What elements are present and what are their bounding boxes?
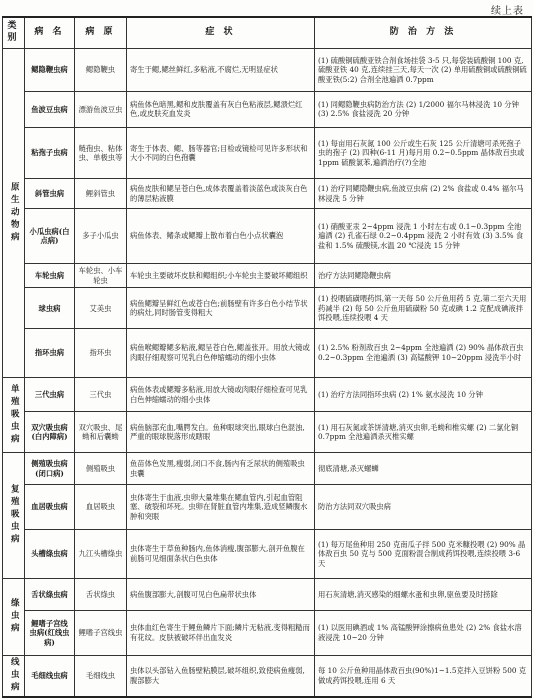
cause-cell: 双穴吸虫、尾蚴和后囊蚴 bbox=[75, 412, 127, 453]
table-row bbox=[3, 578, 532, 610]
control-cell: (1) 以医用碘酒或 1% 高锰酸钾涂擦病鱼患处 (2) 2% 食盐水溶液浸洗 10~20 分钟 bbox=[315, 611, 532, 656]
table-body bbox=[3, 49, 532, 698]
cause-cell: 车轮虫、小车轮虫 bbox=[75, 264, 127, 288]
symptom-cell: 病鱼体色暗黑,鳃和皮肤覆盖有灰白色粘液层,鳃溃烂红色,或皮肤充血发炎 bbox=[127, 91, 315, 128]
cause-cell: 鲢孢虫、粘体虫、单极虫等 bbox=[75, 128, 127, 179]
cause-cell: 九江头槽绦虫 bbox=[75, 529, 127, 578]
header-cause: 病 原 bbox=[75, 17, 127, 49]
table-row bbox=[3, 128, 532, 179]
category-cell: 原生动物病 bbox=[3, 49, 25, 378]
table-row bbox=[3, 91, 532, 128]
control-cell: 彻底清塘,杀灭螺蛳 bbox=[315, 452, 532, 484]
table-row bbox=[3, 655, 532, 697]
table-row bbox=[3, 288, 532, 329]
symptom-cell: 病鱼喉鳃瓣鳃多粘液,鳃呈苍白色,鳃盖张开。用放大镜或肉眼仔细观察可见乳白色伸缩蠕动的细小虫体 bbox=[127, 329, 315, 378]
name-cell: 三代虫病 bbox=[25, 377, 75, 412]
table-row bbox=[3, 329, 532, 378]
control-cell: (1) 每亩用石灰氮 100 公斤或生石灰 125 公斤清塘可杀死孢子虫的孢子 (2) 四种(6-11 月)每月用 0.2~0.5ppm 晶体敌百虫或 1ppm 硫酸氯苯,遍洒治疗(?)全池 bbox=[315, 128, 532, 179]
cause-cell: 舌状绦虫 bbox=[75, 578, 127, 610]
symptom-cell: 虫体寄生于血液,虫卵大量堆集在鳃血管内,引起血管阻塞、破裂和坏死。虫卵在肾脏血管内堆集,造成竖鳞腹水肿和突眼 bbox=[127, 485, 315, 530]
control-cell: (1) 投喂硫磺喂药饵,第一天每 50 公斤鱼用药 5 克,第二至六天用药减半 (2) 每 50 公斤鱼用硫磺粉 50 克或碘 1.2 克配成碘液拌饵投喂,连续投喂 4 天 bbox=[315, 288, 532, 329]
symptom-cell: 虫体血红色寄生于鲤鱼鳞片下面;鳞片无粘液,变得粗糙而有花纹。皮肤被破坏伴出血发炎 bbox=[127, 611, 315, 656]
cause-cell: 鲤斜管虫 bbox=[75, 178, 127, 208]
table-row bbox=[3, 178, 532, 208]
header-symptom: 症 状 bbox=[127, 17, 315, 49]
symptom-cell: 虫体以头部钻入鱼肠壁粘膜层,破坏组织,致使病鱼瘦弱,腹部膨大 bbox=[127, 655, 315, 697]
name-cell: 鱼波豆虫病 bbox=[25, 91, 75, 128]
header-control: 防 治 方 法 bbox=[315, 17, 532, 49]
control-cell: (1) 治疗方法同指环虫病 (2) 1% 氨水浸洗 10 分钟 bbox=[315, 377, 532, 412]
cause-cell: 血居吸虫 bbox=[75, 485, 127, 530]
name-cell: 侧殖吸虫病(闭口病) bbox=[25, 452, 75, 484]
control-cell: 每 10 公斤鱼种用晶体敌百虫(90%)1~1.5克拌入豆饼粉 500 克做成药饵投喂,连用 6 天 bbox=[315, 655, 532, 697]
symptom-cell: 病鱼鳃瓣呈鲜红色或苍白色;前肠壁有许多白色小结节状的病灶,同时肠管变得粗大 bbox=[127, 288, 315, 329]
disease-table bbox=[2, 16, 532, 698]
category-cell: 绦虫病 bbox=[3, 578, 25, 655]
table-row bbox=[3, 611, 532, 656]
table-row bbox=[3, 452, 532, 484]
symptom-cell: 病鱼腹部膨大,剖腹可见白色扁带状虫体 bbox=[127, 578, 315, 610]
continued-label: 续上表 bbox=[491, 6, 524, 17]
symptom-cell: 病鱼脑部充血,嘴腭发白。鱼种眼球突出,眼球白色混浊,严重的眼球脱落形成瞎眼 bbox=[127, 412, 315, 453]
name-cell: 舌状绦虫病 bbox=[25, 578, 75, 610]
name-cell: 鲤嗜子宫线虫病(红线虫病) bbox=[25, 611, 75, 656]
cause-cell: 指环虫 bbox=[75, 329, 127, 378]
table-row bbox=[3, 377, 532, 412]
header-name: 病 名 bbox=[25, 17, 75, 49]
name-cell: 毛细线虫病 bbox=[25, 655, 75, 697]
symptom-cell: 寄生于鳃,鳃丝鲜红,多粘液,不腐烂,无明显症状 bbox=[127, 49, 315, 92]
cause-cell: 侧殖吸虫 bbox=[75, 452, 127, 484]
table-row bbox=[3, 209, 532, 264]
table-row bbox=[3, 49, 532, 92]
control-cell: 用石灰清塘,消灭感染的细螺水蚤和虫卵,驱鱼要及时捞除 bbox=[315, 578, 532, 610]
control-cell: 防治方法同双穴吸虫病 bbox=[315, 485, 532, 530]
name-cell: 鳃隐鞭虫病 bbox=[25, 49, 75, 92]
control-cell: (1) 2.5% 粉剂敌百虫 2~4ppm 全池遍洒 (2) 90% 晶体敌百虫 0.2~0.3ppm 全池遍洒 (3) 高锰酸钾 10~20ppm 浸洗半小时 bbox=[315, 329, 532, 378]
symptom-cell: 虫体寄生于草鱼种肠内,鱼体消瘦,腹部膨大,剖开鱼腹在前肠可见细面条状白色虫体 bbox=[127, 529, 315, 578]
control-cell: (1) 硝酸亚汞 2~4ppm 浸洗 1 小时左右或 0.1~0.3ppm 全池遍洒 (2) 孔雀石绿 0.2~0.4ppm 浸洗 2 小时有效 (3) 3.5% 食盐和 1.5% 硫酸镁,水温 20 ℃浸洗 15 分钟 bbox=[315, 209, 532, 264]
name-cell: 车轮虫病 bbox=[25, 264, 75, 288]
symptom-cell: 病鱼皮肤和鳃呈苍白色,成体表覆盖着淡蓝色或淡灰白色的薄层粘液膜 bbox=[127, 178, 315, 208]
control-cell: (1) 硫酸铜硫酸亚铁合剂食场挂袋 3-5 只,每袋装硫酸铜 100 克,硫酸亚铁 40 克,连续挂三天,每天一次 (2) 单用硫酸铜或硫酸铜硫酸亚铁(5:2) 合剂全池遍洒 0.7ppm bbox=[315, 49, 532, 92]
header-category: 类别 bbox=[3, 17, 25, 49]
table-row bbox=[3, 412, 532, 453]
name-cell: 血居吸虫病 bbox=[25, 485, 75, 530]
control-cell: (1) 用石灰氮或茶饼清塘,消灭虫卵,毛蚴和椎实螺 (2) 二氯化铜 0.7ppm 全池遍洒杀灭椎实螺 bbox=[315, 412, 532, 453]
name-cell: 双穴吸虫病(白内障病) bbox=[25, 412, 75, 453]
category-cell: 复殖吸虫病 bbox=[3, 452, 25, 578]
cause-cell: 鳃隐鞭虫 bbox=[75, 49, 127, 92]
cause-cell: 三代虫 bbox=[75, 377, 127, 412]
symptom-cell: 病鱼体表或鳃瓣多粘液,用放大镜或肉眼仔细检查可见乳白色伸缩蠕动的细小虫体 bbox=[127, 377, 315, 412]
name-cell: 斜管虫病 bbox=[25, 178, 75, 208]
name-cell: 小瓜虫病(白点病) bbox=[25, 209, 75, 264]
cause-cell: 漂游鱼波豆虫 bbox=[75, 91, 127, 128]
name-cell: 头槽绦虫病 bbox=[25, 529, 75, 578]
cause-cell: 多子小瓜虫 bbox=[75, 209, 127, 264]
symptom-cell: 寄生于体表、鳃、肠等器官;目检或镜检可见许多形状和大小不同的白色孢囊 bbox=[127, 128, 315, 179]
table-row bbox=[3, 529, 532, 578]
control-cell: 治疗方法同鳃隐鞭虫病 bbox=[315, 264, 532, 288]
table-row bbox=[3, 264, 532, 288]
control-cell: (1) 治疗同鳃隐鞭虫病,鱼波豆虫病 (2) 2% 食盐或 0.4% 福尔马林浸洗 5 分钟 bbox=[315, 178, 532, 208]
control-cell: (1) 每万尾鱼种用 250 克南瓜子拌 500 克米糠投喂 (2) 90% 晶体敌百虫 50 克与 500 克面粉混合制成药饵投喂,连续投喂 3-6 天 bbox=[315, 529, 532, 578]
symptom-cell: 鱼苗体色发黑,瘦弱,闭口不食,肠内有乏尿状的侧殖吸虫虫囊 bbox=[127, 452, 315, 484]
control-cell: (1) 同鳃隐鞭虫病防治方法 (2) 1/2000 福尔马林浸洗 10 分钟 (3) 2.5% 食盐浸洗 20 分钟 bbox=[315, 91, 532, 128]
name-cell: 粘孢子虫病 bbox=[25, 128, 75, 179]
category-cell: 单殖吸虫病 bbox=[3, 377, 25, 452]
name-cell: 指环虫病 bbox=[25, 329, 75, 378]
header-row bbox=[3, 17, 532, 49]
table-row bbox=[3, 485, 532, 530]
category-cell: 线虫病 bbox=[3, 655, 25, 697]
cause-cell: 艾美虫 bbox=[75, 288, 127, 329]
symptom-cell: 车轮虫主要破坏皮肤和鳃组织;小车轮虫主要破坏鳃组织 bbox=[127, 264, 315, 288]
cause-cell: 鲤嗜子宫线虫 bbox=[75, 611, 127, 656]
name-cell: 球虫病 bbox=[25, 288, 75, 329]
symptom-cell: 病鱼体表、鳍条或鳃瓣上散布着白色小点状囊泡 bbox=[127, 209, 315, 264]
cause-cell: 毛细线虫 bbox=[75, 655, 127, 697]
